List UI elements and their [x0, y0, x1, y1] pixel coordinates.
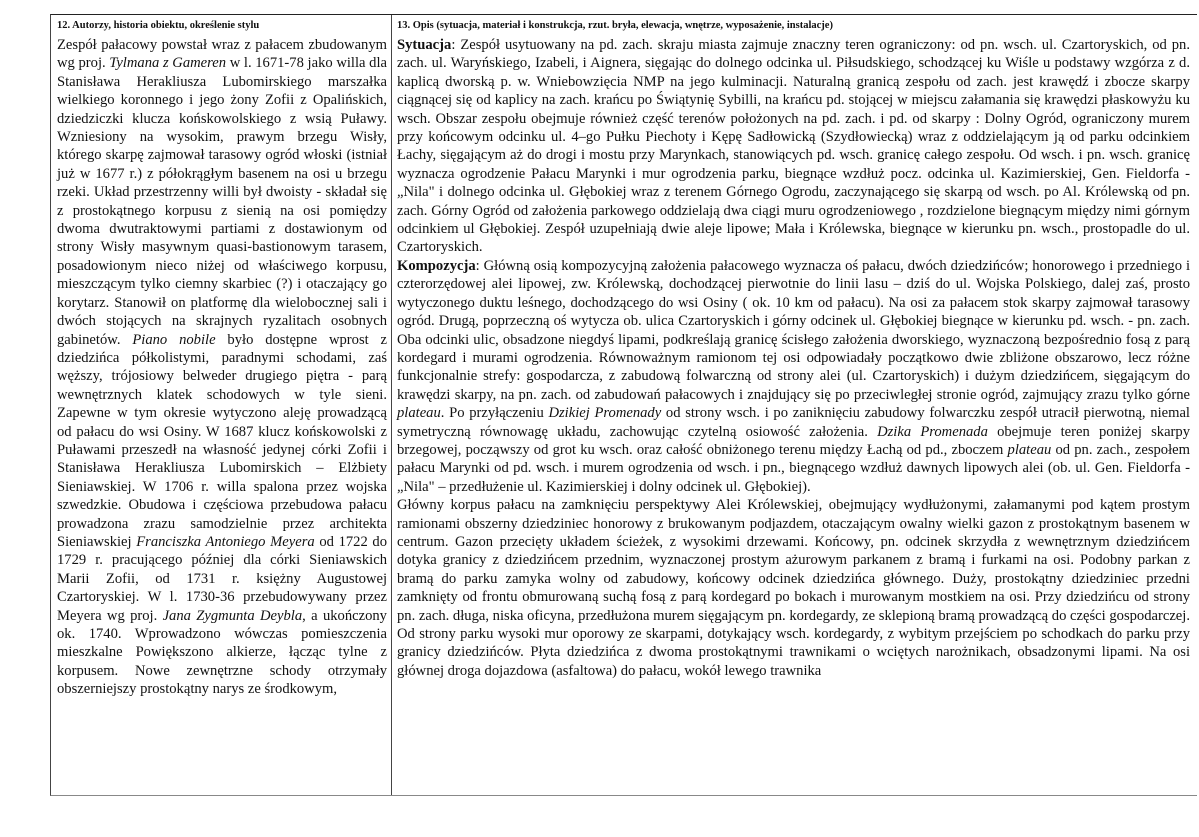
italic-term: plateau: [397, 405, 441, 422]
history-paragraph: [57, 36, 387, 699]
main-building-paragraph: Główny korpus pałacu na zamknięciu perspektywy Alei Królewskiej, obejmujący wydłużonymi, załamanymi pod kątem prostym ramionami obszerny dziedziniec honorowy z brukowanym podjazdem, otaczającym owalny wielki gazon z prostokątnym basenem w centrum. Gazon przecięty układem ścieżek, z wysokimi drzewami. Końcowy, pn. odcinek skrzydła z wewnętrznym dziedzińcem dotyka granicy z dziedzińcem przednim, wyznaczonej prostym ażurowym parkanem z bramą i furkami na osi. Podobny parkan z bramą do parku zamyka wolny od zabudowy, końcowy odcinek dziedzińca głównego. Duży, prostokątny dziedziniec przedni zamknięty od frontu obmurowaną suchą fosą z parą kordegard po bokach i murowanym mostkiem na osi. Przy dziedzińcu od strony pn. zach. długa, niska oficyna, przedłużona murem sięgającym pn. kordegardy, ze sklepioną bramą prowadzącą do części gospodarczej. Od strony parku wysoki mur oporowy ze skarpami, dotykający wsch. kordegardy, z wybitym przejściem po schodkach do parku przy granicy dziedzińców. Płyta dziedzińca z dwoma prostokątnymi trawnikami o wciętych narożnikach, obsadzonymi lipami. Na osi głównej droga dojazdowa (asfaltowa) do pałacu, wokół lewego trawnika: [397, 497, 1190, 679]
situation-paragraph: [397, 36, 1190, 257]
text-run: Zespół pałacowy powstał wraz z pałacem zbudowanym wg proj.: [57, 37, 387, 72]
text-run: od pn. zach., zespołem pałacu Marynki od pd. wsch. i murem ogrodzenia od wsch. i pn., biegnącego wzdłuż dawnych lipowych alei (ob. ul. Gen. Fieldorfa - „Nila" – przedłużenie ul. Kazimierskiej i dolny odcinek ul. Głębokiej).: [397, 441, 1190, 495]
text-run: było dostępne wprost z dziedzińca półkolistymi, paradnymi schodami, zaś węższy, trójosiowy belweder drugiego piętra - parą wewnętrznych klatek schodowych w tyle sieni. Zapewne w tym okresie wytyczono aleję prowadzącą od pałacu do wsi Osiny. W 1687 klucz końskowolski z Puławami przeszedł na własność jedynej córki Zofii i Stanisława Herakliusza Lubomirskich – Elżbiety Sieniawskiej. W 1706 r. willa spalona przez wojska szwedzkie. Obudowa i częściowa przebudowa pałacu prowadzona zrazu samodzielnie przez architekta Sieniawskiej: [57, 331, 388, 550]
architect-name: Tylmana z Gameren: [109, 55, 227, 72]
composition-label: Kompozycja: [397, 257, 476, 274]
italic-term: Dzikiej Promenady: [548, 405, 662, 422]
text-run: w l. 1671-78 jako willa dla Stanisława Herakliusza Lubomirskiego marszałka wielkiego koronnego i jego żony Zofii z Opalińskich, dziedziczki klucza końskowolskiego z wsią Puławy. Wzniesiony na wysokim, prawym brzegu Wisły, którego skarpę zajmował tarasowy ogród włoski (istniał już w 1677 r.) z półokrągłym basenem na osi u brzegu rzeki. Układ przestrzenny willi był dwoisty - składał się z prostokątnego korpusu z sienią na osi pomiędzy dwoma dwutraktowymi partiami z dostawionym od strony Wisły masywnym quasi-bastionowym tarasem, posadowionym nieco niżej od właściwego korpusu, mieszczącym tylko ciemny skarbiec (?) i otaczający go korytarz. Stanowił on platformę dla wielobocznej sali i dwóch stojących na skrajnych ryzalitach osobnych gabinetów.: [57, 55, 387, 348]
section-13-heading: 13. Opis (sytuacja, materiał i konstrukcja, rzut. bryła, elewacja, wnętrze, wyposażenie, instalacje): [397, 20, 833, 31]
section-12-text: [57, 36, 387, 699]
section-12: [57, 18, 387, 699]
column-divider: [391, 15, 392, 795]
text-run: , a ukończony ok. 1740. Wprowadzono wówczas pomieszczenia mieszkalne Powiększono alkierze, łącząc tylne z korpusem. Nowe zewnętrzne schody otrzymały obszerniejszy prostokątny narys ze środkowym,: [57, 607, 387, 698]
situation-label: Sytuacja: [397, 37, 452, 53]
text-run: . Po przyłączeniu: [440, 405, 549, 422]
text-run: : Zespół usytuowany na pd. zach. skraju miasta zajmuje znaczny teren ograniczony: od pn. wsch. ul. Czartoryskich, od pn. zach. ul. Waryńskiego, Izabeli, i Aignera, sięgając do dolnego odcinka ul. Piłsudskiego, schodzącej ku Wiśle u podstawy wzgórza z d. kaplicą dworską p. w. Wniebowzięcia NMP na jego kulminacji. Naturalną granicą zespołu od zach. jest krawędź i zbocze skarpy ciągnącej się od kaplicy na zach. krańcu po Świątynię Sybilli, na krańcu pd. stojącej w miejscu załamania się krawędzi płaskowyżu ku wsch. Obszar zespołu obejmuje również część terenów położonych na pd. zach. i pd. od skarpy : Dolny Ogród, ograniczony murem przy końcowym odcinku ul. 4–go Pułku Piechoty i Kępę Sadłowicką (Szydłowiecką) wraz z oddzielającym ją od parku odcinkiem Łachy, sięgającym aż do drogi i mostu przy Marynkach, stanowiących pd. wsch. granicę całego zespołu. Od wsch. i pn. wsch. granicę wyznacza ogrodzenie Pałacu Marynki i mur ogrodzenia parku, biegnące wzdłuż pocz. odcinka ul. Kazimierskiej, Gen. Fieldorfa - „Nila" i dolnego odcinka ul. Głębokiej wraz z terenem Górnego Ogrodu, zaczynającego się skarpą od wsch. po Al. Królewską od pn. zach. Górny Ogród od założenia parkowego oddzielają dwa ciągi muru ogrodzeniowego , rozdzielone biegnącym między nimi górnym odcinkiem ul Głębokiej. Zespół uzupełniają dwie aleje lipowe; Mała i Królewska, biegnące w kierunku pn. wsch., prostopadle do ul. Czartoryskich.: [397, 37, 1190, 256]
italic-term: Piano nobile: [132, 331, 216, 348]
composition-paragraph: [397, 257, 1190, 496]
architect-name: Jana Zygmunta Deybla: [162, 607, 303, 624]
italic-term: plateau: [1007, 441, 1052, 458]
text-run: od strony wsch. i po zaniknięciu zabudowy folwarczku zespół utracił pierwotną, niemal symetryczną równowagę układu, zachowując czytelną osiowość założenia.: [397, 405, 1190, 440]
italic-term: Dzika Promenada: [877, 423, 988, 440]
section-13: [397, 18, 1190, 680]
text-run: od 1722 do 1729 r. pracującego później dla córki Sieniawskich Marii Zofii, od 1731 r. księżny Augustowej Czartoryskiej. W l. 1730-36 przebudowywany przez Meyera wg proj.: [57, 533, 387, 624]
text-run: obejmuje teren poniżej skarpy brzegowej, począwszy od grot ku wsch. oraz całość obniżonego terenu między Łachą od pd., zboczem: [397, 423, 1190, 458]
section-13-text: [397, 36, 1190, 680]
section-12-heading: 12. Autorzy, historia obiektu, określenie stylu: [57, 20, 260, 31]
text-run: : Główną osią kompozycyjną założenia pałacowego wyznacza oś pałacu, dwóch dziedzińców; honorowego i przedniego i czterorzędowej alei lipowej, zw. Królewską, dochodzącej pierwotnie do linii lasu – dziś do ul. Wojska Polskiego, dalej zaś, prosto wytyczonego duktu leśnego, dochodzącego do wsi Osiny ( ok. 10 km od pałacu). Na osi za pałacem stok skarpy zajmował tarasowy ogród. Drugą, poprzeczną oś wytycza ob. ulica Czartoryskich i górny odcinek ul. Głębokiej biegnące w kierunku pd. wsch. - pn. zach. Oba odcinki ulic, obsadzone niegdyś lipami, podkreślają granicę ścisłego założenia dworskiego, wyznaczoną bezpośrednio fosą z parą kordegard i murami ogrodzenia. Równoważnym ramionom tej osi odpowiadały początkowo dwie zbliżone obszarowo, lecz różne funkcjonalnie strefy: gospodarcza, z zabudową folwarczną od strony alei (ul. Czartoryskich) i dużym dziedzińcem, sięgającym do krawędzi skarpy, na pn. zach. od zabudowań pałacowych i znajdujący się po przeciwległej stronie ogród, zajmujący zrazu tylko górne: [397, 257, 1190, 403]
architect-name: Franciszka Antoniego Meyera: [136, 533, 315, 550]
document-form: [50, 14, 1197, 796]
